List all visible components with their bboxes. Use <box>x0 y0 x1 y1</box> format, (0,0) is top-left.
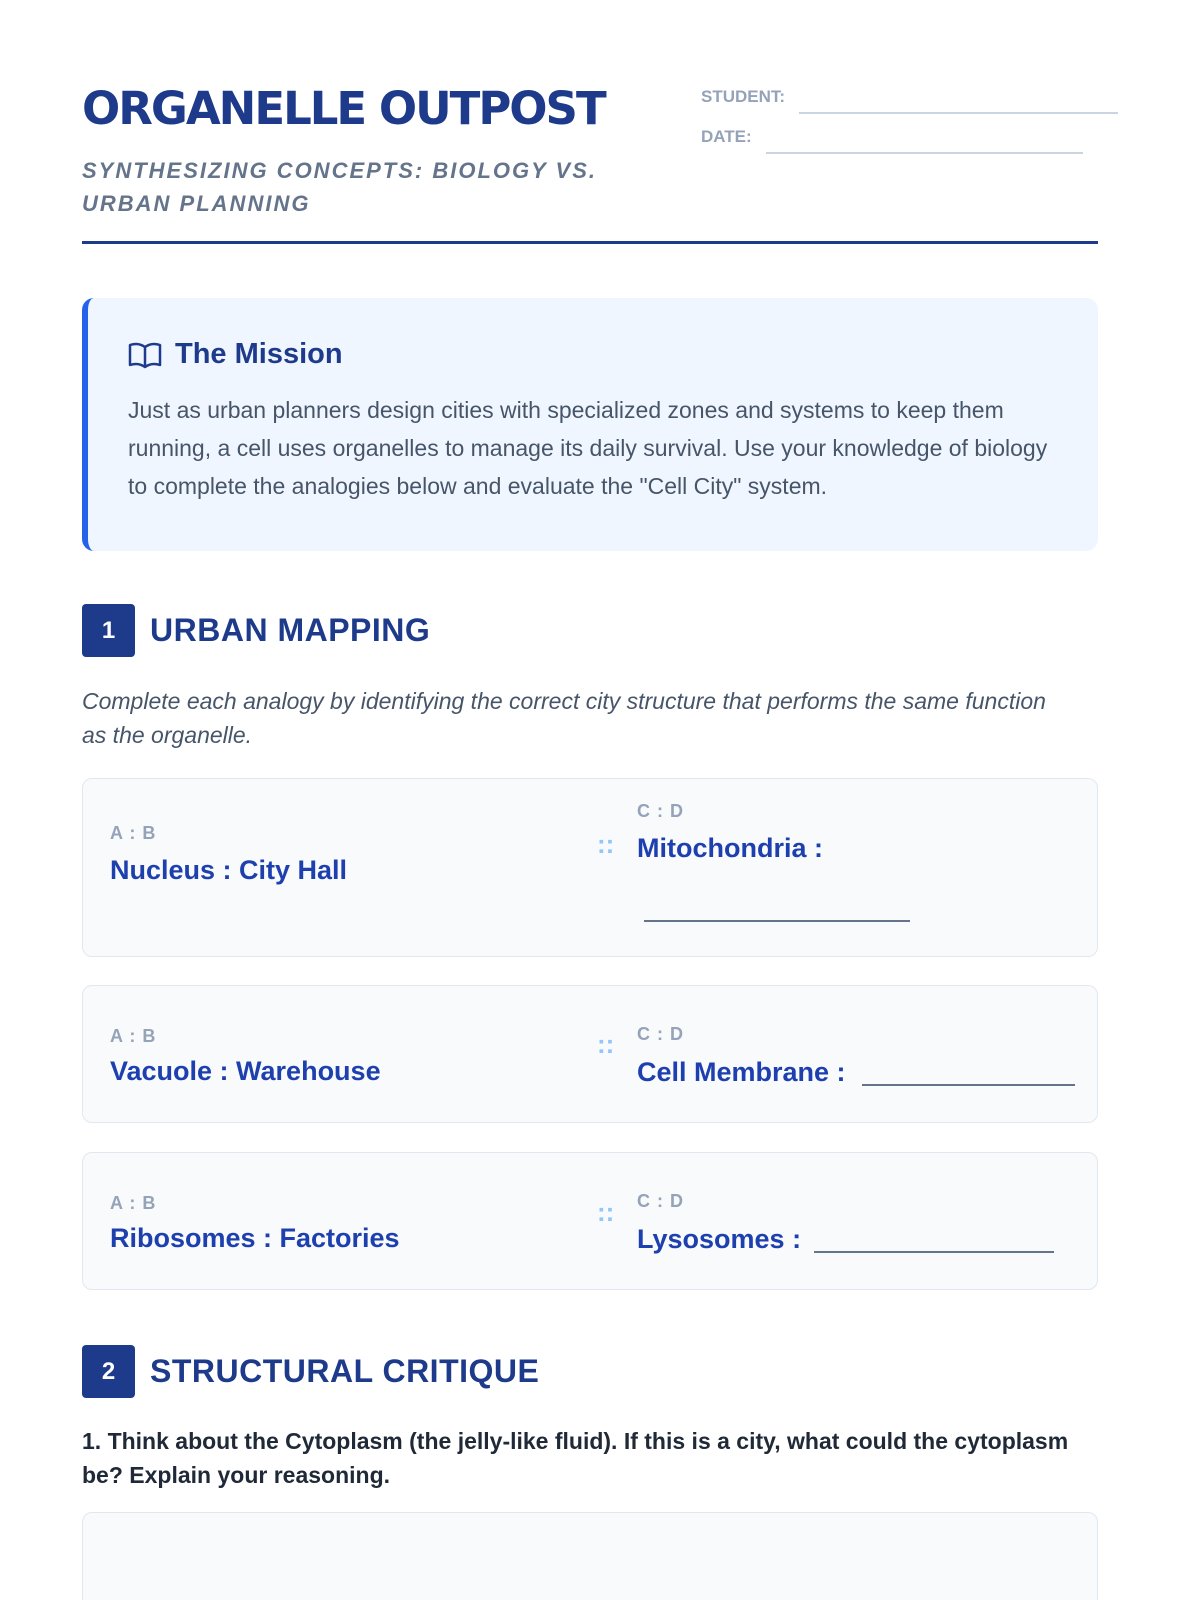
target-pair-value: Cell Membrane : <box>637 1057 846 1087</box>
worksheet-subtitle: SYNTHESIZING CONCEPTS: BIOLOGY VS. URBAN PLANNING <box>82 158 597 216</box>
date-answer-line[interactable] <box>766 152 1083 154</box>
known-pair-label: A : B <box>110 1193 157 1213</box>
known-pair-label: A : B <box>110 823 157 843</box>
worksheet-title: ORGANELLE OUTPOST <box>82 82 605 135</box>
section-title: STRUCTURAL CRITIQUE <box>150 1353 540 1389</box>
analogy-instructions: Complete each analogy by identifying the correct city structure that performs the same function as the organelle. <box>82 688 1046 748</box>
analogy-card <box>82 985 1098 1123</box>
target-pair-value: Mitochondria : <box>637 833 823 863</box>
answer-blank[interactable] <box>862 1084 1075 1086</box>
known-pair-label: A : B <box>110 1026 157 1046</box>
book-icon <box>128 341 162 369</box>
section-number: 2 <box>82 1345 135 1398</box>
mission-callout <box>82 298 1098 551</box>
worksheet-header <box>82 76 1098 244</box>
section-urban-mapping-heading <box>82 604 430 657</box>
answer-textarea[interactable] <box>82 1512 1098 1600</box>
analogy-divider: :: <box>597 1197 615 1227</box>
answer-blank[interactable] <box>814 1251 1054 1253</box>
analogy-card <box>82 1152 1098 1290</box>
date-field[interactable] <box>701 127 1083 147</box>
mission-description: Just as urban planners design cities with specialized zones and systems to keep them running, a cell uses organelles to manage its daily survival. Use your knowledge of biology to complete the analogies below and evaluate the "Cell City" system. <box>128 397 1048 499</box>
target-pair-label: C : D <box>637 1024 684 1044</box>
student-answer-line[interactable] <box>799 112 1118 114</box>
date-label: DATE: <box>701 127 752 146</box>
critique-question: 1. Think about the Cytoplasm (the jelly-like fluid). If this is a city, what could the cytoplasm be? Explain your reasoning. <box>82 1428 1069 1488</box>
known-pair-value: Vacuole : Warehouse <box>110 1056 381 1086</box>
analogy-card <box>82 778 1098 957</box>
answer-blank[interactable] <box>644 920 910 922</box>
section-structural-critique-heading <box>82 1345 539 1398</box>
mission-heading <box>128 340 1062 369</box>
target-pair-value: Lysosomes : <box>637 1224 802 1254</box>
mission-title: The Mission <box>175 338 343 370</box>
target-pair-label: C : D <box>637 1191 684 1211</box>
analogy-divider: :: <box>597 829 615 859</box>
section-title: URBAN MAPPING <box>150 612 431 648</box>
analogy-divider: :: <box>597 1029 615 1059</box>
known-pair-value: Nucleus : City Hall <box>110 855 348 885</box>
student-label: STUDENT: <box>701 87 786 106</box>
section-number: 1 <box>82 604 135 657</box>
student-field[interactable] <box>701 87 1119 107</box>
known-pair-value: Ribosomes : Factories <box>110 1223 400 1253</box>
target-pair-label: C : D <box>637 801 684 821</box>
